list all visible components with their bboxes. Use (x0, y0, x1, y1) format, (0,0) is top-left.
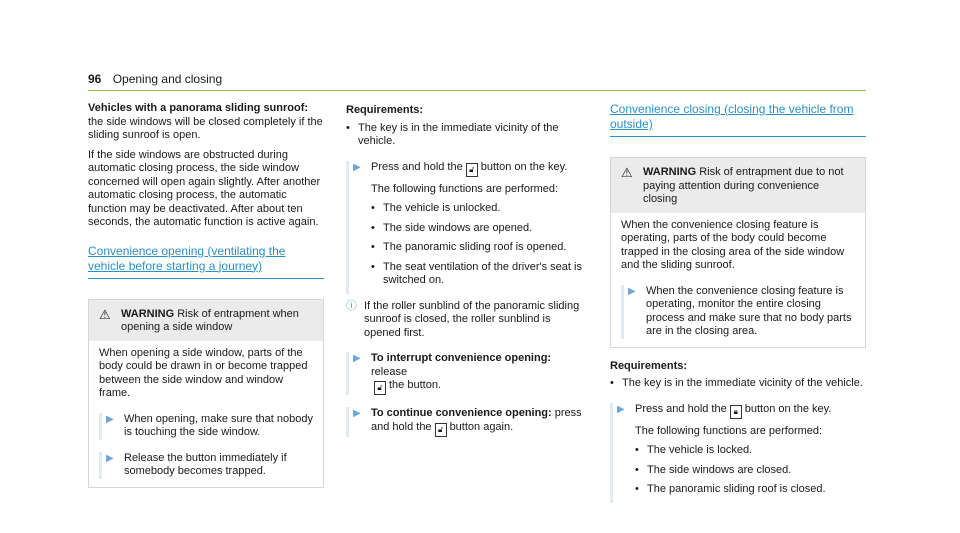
list-item (635, 444, 831, 458)
warning-box (88, 299, 324, 488)
column-left (88, 102, 324, 488)
info-icon: ⓘ (346, 299, 357, 312)
list-item-text: The side windows are opened. (383, 221, 533, 234)
list-item-text: The panoramic sliding roof is opened. (383, 241, 567, 253)
requirements-title: Requirements: (610, 359, 688, 372)
step-bar (610, 403, 625, 503)
warning-label: WARNING (121, 307, 175, 320)
step-bar (621, 285, 636, 339)
info-note (346, 300, 582, 341)
list-item-text: The side windows are closed. (647, 463, 792, 476)
step-instruction (371, 161, 582, 177)
step-body: release (371, 365, 408, 378)
step-text (361, 352, 582, 395)
page-number: 96 (88, 72, 102, 86)
page-title: Opening and closing (112, 72, 223, 86)
list-item (635, 464, 831, 478)
requirements-title: Requirements: (346, 104, 424, 116)
bullet-icon: • (610, 377, 614, 389)
step-text (625, 403, 831, 503)
step-bar (99, 452, 114, 479)
warning-body (89, 341, 323, 487)
warning-text: When the convenience closing feature is operating, parts of the body could become trapped in the closing area of the side window and the sliding sunroof. (621, 218, 845, 271)
warning-head-text (121, 308, 313, 335)
warning-step-text: When opening, make sure that nobody is touching the side window. (124, 412, 313, 438)
warning-box (610, 157, 866, 348)
bullet-icon: • (371, 241, 375, 253)
instruction-step (610, 403, 866, 503)
step-instruction (635, 403, 831, 419)
warning-step-text: When the convenience closing feature is operating, monitor the entire closing process and make sure that no body parts are in the closing area. (646, 284, 852, 337)
step-text (361, 407, 582, 437)
arrow-right-icon: ▶ (106, 413, 114, 425)
note-text: If the roller sunblind of the panoramic sliding sunroof is closed, the roller sunblind is opened first. (364, 299, 580, 339)
lock-key-icon: 🔒︎ (730, 405, 742, 419)
warning-step (99, 452, 313, 479)
bullet-icon: • (635, 444, 639, 456)
unlock-key-icon: 🔓︎ (374, 381, 386, 395)
list-item-text: The seat ventilation of the driver's seat is switched on. (383, 260, 582, 286)
list-item (635, 483, 831, 497)
list-item-text: The panoramic sliding roof is closed. (647, 483, 826, 495)
step-body-2: button again. (449, 420, 514, 433)
section-title-text: Convenience opening (ventilating the vehicle before starting a journey) (88, 243, 286, 273)
list-item-text: The key is in the immediate vicinity of the vehicle. (358, 121, 559, 147)
list-item (371, 241, 582, 255)
bullet-icon: • (371, 221, 375, 234)
step-bar (346, 352, 361, 395)
unlock-key-icon: 🔓︎ (435, 423, 447, 437)
step-bold: To interrupt convenience opening: (371, 352, 552, 364)
list-item-text: The vehicle is unlocked. (383, 202, 501, 214)
warning-triangle-icon: ⚠ (99, 306, 111, 322)
warning-head (611, 158, 865, 213)
section-title-convenience-opening (88, 244, 324, 279)
step-bar (346, 161, 361, 294)
warning-head (89, 300, 323, 341)
list-item (346, 122, 582, 149)
page-header (88, 72, 222, 86)
instruction-step (346, 352, 582, 395)
step-pre: Press and hold the (371, 160, 463, 173)
column-right (610, 102, 866, 503)
list-item (371, 261, 582, 288)
bullet-icon: • (635, 483, 639, 495)
list-item-text: The vehicle is locked. (647, 444, 753, 456)
arrow-right-icon: ▶ (353, 353, 361, 364)
list-item-text: The key is in the immediate vicinity of the vehicle. (622, 377, 863, 389)
arrow-right-icon: ▶ (106, 452, 114, 464)
warning-step (99, 413, 313, 440)
step-text (361, 161, 582, 294)
instruction-step (346, 161, 582, 294)
section-title-convenience-closing (610, 102, 866, 137)
intro-text: the side windows will be closed completely if the sliding sunroof is open. (88, 115, 323, 141)
list-item (371, 222, 582, 236)
bullet-icon: • (371, 202, 375, 214)
arrow-right-icon: ▶ (617, 403, 625, 415)
step-bar (99, 413, 114, 440)
bullet-icon: • (371, 260, 375, 273)
warning-title: Risk of entrapment when opening a side window (121, 307, 299, 333)
step-post: button on the key. (744, 402, 832, 415)
arrow-right-icon: ▶ (628, 285, 636, 297)
warning-step (621, 285, 855, 339)
function-list (635, 444, 831, 497)
warning-head-text (643, 166, 855, 207)
list-item (371, 202, 582, 216)
section-title-text: Convenience closing (closing the vehicle from outside) (610, 102, 854, 131)
step-subtext: The following functions are performed: (371, 182, 559, 195)
function-list (371, 202, 582, 288)
header-rule (88, 90, 866, 91)
requirements-list (346, 122, 582, 149)
warning-label: WARNING (643, 166, 697, 178)
step-bar (346, 407, 361, 437)
step-subtext: The following functions are performed: (635, 424, 823, 437)
unlock-key-icon: 🔓︎ (466, 163, 478, 177)
step-post: button on the key. (480, 160, 568, 173)
warning-title: Risk of entrapment due to not paying attention during convenience closing (643, 166, 844, 205)
step-pre: Press and hold the (635, 402, 727, 415)
step-body: press and hold the (371, 407, 582, 433)
arrow-right-icon: ▶ (353, 161, 361, 173)
intro-paragraph (88, 102, 324, 143)
bullet-icon: • (346, 121, 350, 134)
step-bold: To continue convenience opening: (371, 407, 552, 419)
arrow-right-icon: ▶ (353, 408, 361, 419)
column-middle (346, 104, 582, 437)
warning-step-text: Release the button immediately if somebody becomes trapped. (124, 451, 287, 477)
paragraph-obstruction: If the side windows are obstructed during automatic closing process, the side window concerned will open again slightly. After another automatic closing process, the automatic function may be deactivated. After about ten seconds, the automatic function is active again. (88, 148, 321, 228)
warning-body (611, 213, 865, 347)
list-item (610, 377, 866, 391)
bullet-icon: • (635, 463, 639, 476)
warning-text: When opening a side window, parts of the body could be drawn in or become trapped between the side window and window frame. (99, 346, 308, 399)
instruction-step (346, 407, 582, 437)
intro-bold: Vehicles with a panorama sliding sunroof: (88, 102, 309, 114)
requirements-list (610, 377, 866, 391)
step-body-2: the button. (389, 379, 441, 391)
warning-triangle-icon: ⚠ (621, 165, 633, 180)
